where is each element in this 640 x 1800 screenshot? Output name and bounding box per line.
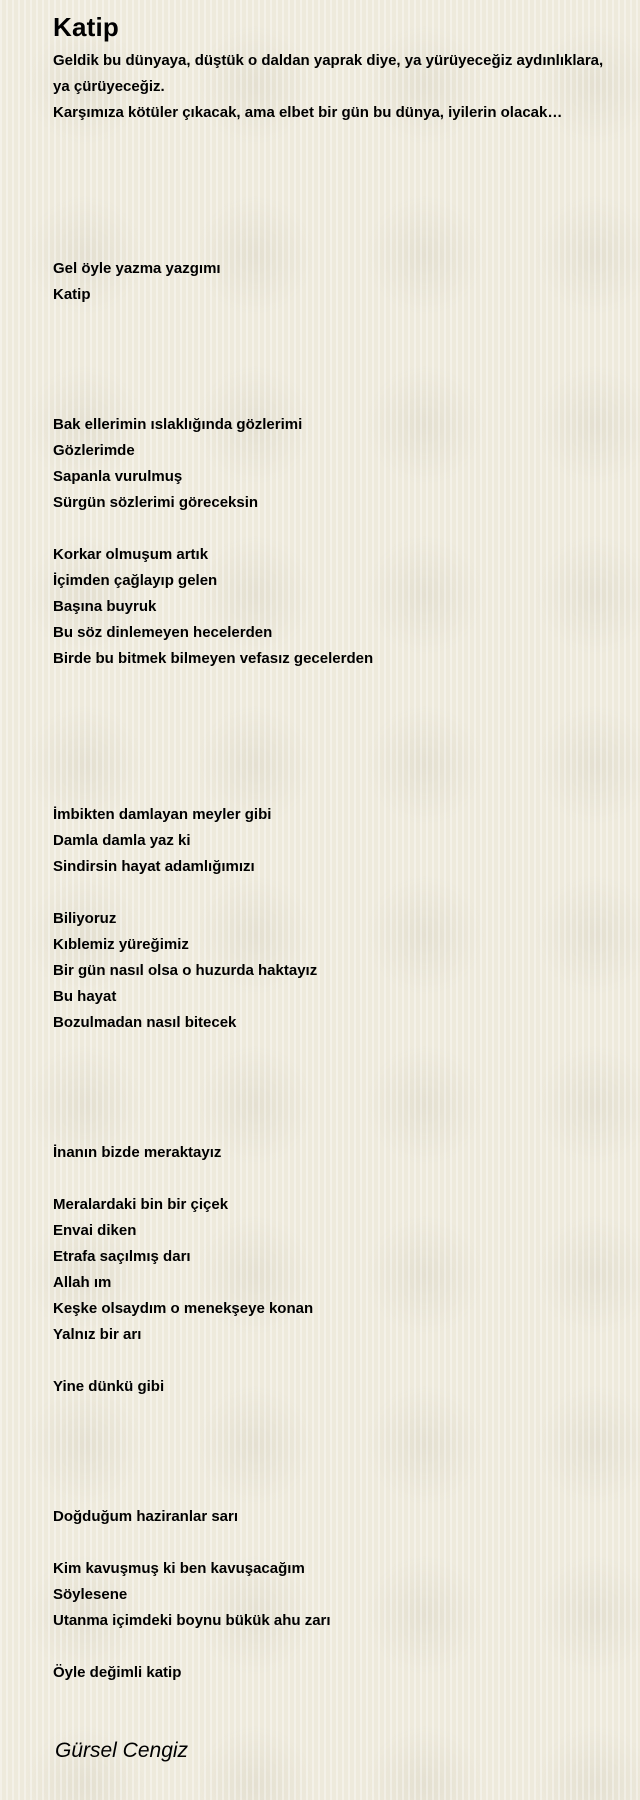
poem-line bbox=[53, 334, 610, 360]
poem-line: Bu hayat bbox=[53, 988, 117, 1005]
poem-line: Damla damla yaz ki bbox=[53, 832, 191, 849]
intro-line: Karşımıza kötüler çıkacak, ama elbet bir gün bu dünya, iyilerin olacak… bbox=[53, 104, 563, 121]
poem-line: Sürgün sözlerimi göreceksin bbox=[53, 494, 259, 511]
poem-line: Etrafa saçılmış darı bbox=[53, 1248, 191, 1265]
poem-line: Sapanla vurulmuş bbox=[53, 468, 183, 485]
poem-line bbox=[53, 178, 610, 204]
poem-line: İmbikten damlayan meyler gibi bbox=[53, 806, 272, 823]
poem-line: Sindirsin hayat adamlığımızı bbox=[53, 858, 255, 875]
poem-line bbox=[53, 1088, 610, 1114]
poem-line bbox=[53, 698, 610, 724]
poem-line: Gözlerimde bbox=[53, 442, 135, 459]
poem-line: Söylesene bbox=[53, 1586, 128, 1603]
poem-intro bbox=[53, 48, 610, 126]
poem-author: Gürsel Cengiz bbox=[55, 1739, 189, 1762]
poem-line: Utanma içimdeki boynu bükük ahu zarı bbox=[53, 1612, 331, 1629]
poem-line bbox=[53, 880, 610, 906]
poem-line bbox=[53, 204, 610, 230]
poem-line bbox=[53, 1114, 610, 1140]
poem-line bbox=[53, 1530, 610, 1556]
poem-line: Gel öyle yazma yazgımı bbox=[53, 260, 221, 277]
poem-line: Korkar olmuşum artık bbox=[53, 546, 209, 563]
poem-line bbox=[53, 152, 610, 178]
poem-line bbox=[53, 516, 610, 542]
poem-line bbox=[53, 1166, 610, 1192]
poem-line: Meralardaki bin bir çiçek bbox=[53, 1196, 229, 1213]
poem-line: Yine dünkü gibi bbox=[53, 1378, 165, 1395]
poem-line: Başına buyruk bbox=[53, 598, 157, 615]
poem-line bbox=[53, 1036, 610, 1062]
poem-line: Yalnız bir arı bbox=[53, 1326, 142, 1343]
poem-line: Envai diken bbox=[53, 1222, 137, 1239]
poem-line: Allah ım bbox=[53, 1274, 112, 1291]
poem-line bbox=[53, 672, 610, 698]
poem-line: Bu söz dinlemeyen hecelerden bbox=[53, 624, 273, 641]
intro-line: Geldik bu dünyaya, düştük o daldan yaprak diye, ya yürüyeceğiz aydınlıklara, ya çürüyeceğiz. bbox=[53, 52, 604, 95]
poem-line: Keşke olsaydım o menekşeye konan bbox=[53, 1300, 314, 1317]
poem-line bbox=[53, 1478, 610, 1504]
poem-line: İçimden çağlayıp gelen bbox=[53, 572, 218, 589]
poem-line bbox=[53, 308, 610, 334]
poem-line: Kıblemiz yüreğimiz bbox=[53, 936, 189, 953]
poem-line: Birde bu bitmek bilmeyen vefasız gecelerden bbox=[53, 650, 374, 667]
poem-line bbox=[53, 776, 610, 802]
poem-line: İnanın bizde meraktayız bbox=[53, 1144, 222, 1161]
poem-line bbox=[53, 1348, 610, 1374]
poem-body bbox=[53, 126, 610, 1686]
poem-line bbox=[53, 1452, 610, 1478]
poem-line: Biliyoruz bbox=[53, 910, 117, 927]
poem-title: Katip bbox=[53, 12, 119, 42]
poem-line bbox=[53, 750, 610, 776]
poem-line bbox=[53, 1400, 610, 1426]
poem-line bbox=[53, 724, 610, 750]
poem-line: Bak ellerimin ıslaklığında gözlerimi bbox=[53, 416, 303, 433]
poem-line: Kim kavuşmuş ki ben kavuşacağım bbox=[53, 1560, 305, 1577]
poem-line: Katip bbox=[53, 286, 91, 303]
poem-line: Bir gün nasıl olsa o huzurda haktayız bbox=[53, 962, 318, 979]
poem-line: Bozulmadan nasıl bitecek bbox=[53, 1014, 237, 1031]
poem-line bbox=[53, 386, 610, 412]
poem-line bbox=[53, 230, 610, 256]
poem-line: Öyle değimli katip bbox=[53, 1664, 182, 1681]
poem-line: Doğduğum haziranlar sarı bbox=[53, 1508, 239, 1525]
poem-line bbox=[53, 1062, 610, 1088]
poem-line bbox=[53, 360, 610, 386]
poem-line bbox=[53, 1426, 610, 1452]
poem-line bbox=[53, 126, 610, 152]
poem-line bbox=[53, 1634, 610, 1660]
